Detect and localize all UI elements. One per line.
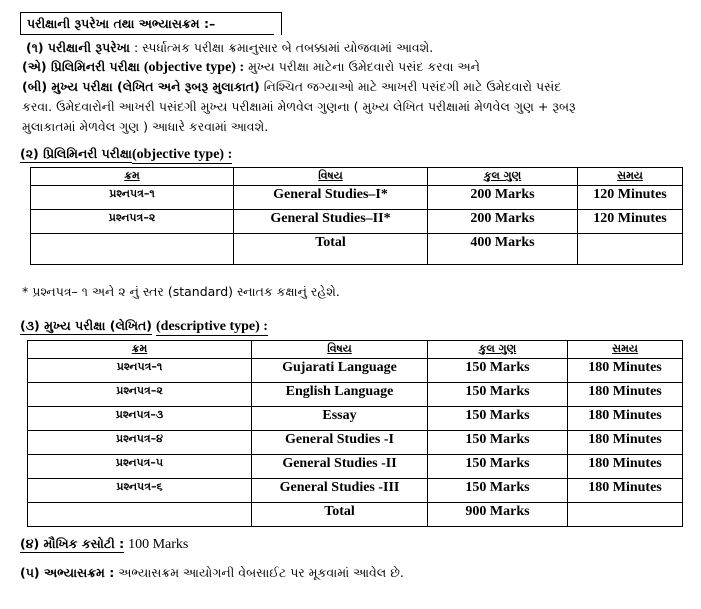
- table-row: [28, 359, 683, 383]
- cell-total-marks: 900 Marks: [428, 503, 568, 527]
- cell-marks: 150 Marks: [428, 407, 568, 431]
- cell-subject: Gujarati Language: [252, 359, 428, 383]
- cell-time: 180 Minutes: [568, 431, 683, 455]
- table-row: [28, 407, 683, 431]
- section-2-type: (objective type) :: [131, 147, 233, 162]
- table-header-row: [31, 168, 683, 186]
- section-2-heading: [20, 145, 232, 164]
- cell-total-label: Total: [252, 503, 428, 527]
- section-3-heading: [20, 317, 268, 336]
- prelim-label: (એ) પ્રિલિમિનરી પરીક્ષા: [22, 59, 140, 74]
- cell-time: 180 Minutes: [568, 359, 683, 383]
- section-3-label: (૩) મુખ્ય પરીક્ષા (લેખિત): [20, 318, 153, 333]
- cell-subject: General Studies -I: [252, 431, 428, 455]
- cell-serial: પ્રશ્નપત્ર–૧: [28, 359, 252, 383]
- cell-time: 180 Minutes: [568, 407, 683, 431]
- cell-subject: General Studies -III: [252, 479, 428, 503]
- cell-subject: Essay: [252, 407, 428, 431]
- prelim-paragraph: [22, 57, 480, 78]
- cell-time: 120 Minutes: [578, 186, 683, 210]
- cell-serial: પ્રશ્નપત્ર–૩: [28, 407, 252, 431]
- cell-time: 180 Minutes: [568, 455, 683, 479]
- section-5-text: અભ્યાસક્રમ આયોગની વેબસાઈટ પર મૂકવામાં આવેલ છે.: [118, 565, 404, 580]
- cell-marks: 150 Marks: [428, 359, 568, 383]
- section-4-line: [20, 535, 188, 554]
- cell-total-label: Total: [234, 234, 428, 265]
- cell-time: 180 Minutes: [568, 479, 683, 503]
- cell-subject: English Language: [252, 383, 428, 407]
- cell-subject: General Studies -II: [252, 455, 428, 479]
- table-row: [31, 186, 683, 210]
- cell-serial: પ્રશ્નપત્ર–૨: [28, 383, 252, 407]
- table-header-row: [28, 341, 683, 359]
- table-row: [28, 479, 683, 503]
- prelim-type: (objective type) :: [143, 60, 245, 75]
- header-serial: ક્રમ: [28, 341, 252, 359]
- cell-serial: પ્રશ્નપત્ર–૧: [31, 186, 234, 210]
- page-heading: પરીક્ષાની રૂપરેખા તથા અભ્યાસક્રમ :–: [20, 12, 282, 35]
- cell-time: 180 Minutes: [568, 383, 683, 407]
- cell-serial: [28, 503, 252, 527]
- cell-marks: 200 Marks: [428, 186, 578, 210]
- table-total-row: [31, 234, 683, 265]
- outline-label: (૧) પરીક્ષાની રૂપરેખા: [26, 40, 130, 55]
- cell-serial: [31, 234, 234, 265]
- cell-time: [578, 234, 683, 265]
- heading-underline: [20, 34, 274, 35]
- header-serial: ક્રમ: [31, 168, 234, 186]
- header-time: સમય: [578, 168, 683, 186]
- header-time: સમય: [568, 341, 683, 359]
- cell-time: 120 Minutes: [578, 210, 683, 234]
- cell-total-marks: 400 Marks: [428, 234, 578, 265]
- cell-serial: પ્રશ્નપત્ર–૨: [31, 210, 234, 234]
- cell-time: [568, 503, 683, 527]
- header-subject: વિષય: [234, 168, 428, 186]
- section-2-label: (૨) પ્રિલિમિનરી પરીક્ષા: [20, 146, 132, 161]
- table-row: [28, 383, 683, 407]
- table-row: [31, 210, 683, 234]
- main-exam-paragraph-line1: [22, 77, 561, 97]
- table-total-row: [28, 503, 683, 527]
- main-exam-text-line1: નિશ્ચિત જગ્યાઓ માટે આખરી પસંદગી માટે ઉમેદવારો પસંદ: [263, 79, 562, 94]
- cell-marks: 150 Marks: [428, 383, 568, 407]
- header-subject: વિષય: [252, 341, 428, 359]
- standard-note: * પ્રશ્નપત્ર– ૧ અને ૨ નું સ્તર (standard) સ્નાતક કક્ષાનું રહેશે.: [22, 284, 340, 299]
- section-5-line: [20, 564, 404, 582]
- cell-serial: પ્રશ્નપત્ર–૪: [28, 431, 252, 455]
- outline-text: : સ્પર્ધાત્મક પરીક્ષા ક્રમાનુસાર બે તબક્કામાં યોજવામાં આવશે.: [133, 40, 434, 55]
- header-total-marks: કુલ ગુણ: [428, 168, 578, 186]
- cell-serial: પ્રશ્નપત્ર–૬: [28, 479, 252, 503]
- cell-subject: General Studies–II*: [234, 210, 428, 234]
- cell-marks: 150 Marks: [428, 455, 568, 479]
- cell-subject: General Studies–I*: [234, 186, 428, 210]
- main-exam-text-line3: મુલાકાતમાં મેળવેલ ગુણ ) આધારે કરવામાં આવશે.: [22, 119, 269, 134]
- table-row: [28, 431, 683, 455]
- section-3-type: (descriptive type) :: [156, 319, 268, 334]
- cell-marks: 150 Marks: [428, 431, 568, 455]
- cell-marks: 200 Marks: [428, 210, 578, 234]
- main-exam-table: [27, 340, 683, 527]
- section-4-label: (૪) મૌખિક કસોટી :: [20, 536, 125, 551]
- section-5-label: (૫) અભ્યાસક્રમ :: [20, 565, 115, 580]
- cell-serial: પ્રશ્નપત્ર–૫: [28, 455, 252, 479]
- table-row: [28, 455, 683, 479]
- prelim-exam-table: [30, 167, 683, 265]
- prelim-text: મુખ્ય પરીક્ષા માટેના ઉમેદવારો પસંદ કરવા અને: [248, 59, 480, 74]
- main-exam-text-line2: કરવા. ઉમેદવારોની આખરી પસંદગી મુખ્ય પરીક્ષામાં મેળવેલ ગુણના ( મુખ્ય લેખિત પરીક્ષામાં મેળવેલ ગુણ + રૂબરૂ: [22, 99, 576, 114]
- outline-paragraph: [26, 38, 433, 58]
- cell-marks: 150 Marks: [428, 479, 568, 503]
- section-4-value: 100 Marks: [128, 537, 189, 552]
- main-exam-label: (બી) મુખ્ય પરીક્ષા (લેખિત અને રૂબરૂ મુલાકાત): [22, 79, 260, 94]
- header-total-marks: કુલ ગુણ: [428, 341, 568, 359]
